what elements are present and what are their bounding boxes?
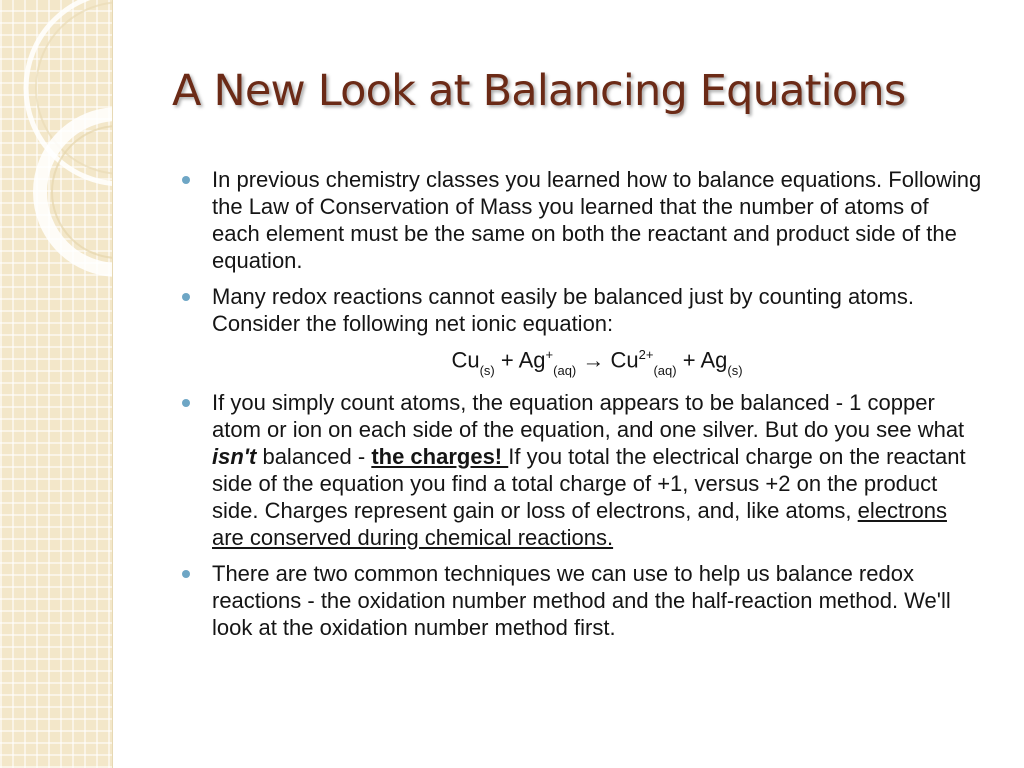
equation-state: (s) bbox=[727, 362, 743, 378]
equation-arrow: → bbox=[576, 347, 611, 373]
equation-state: (aq) bbox=[653, 362, 677, 378]
bullet-text: If you total the electrical charge on the reactant side of the equation you find a total charge of +1, versus +2 on the product side. Charges represent gain or loss of electrons, and, like atoms, bbox=[212, 443, 966, 523]
bullet-item bbox=[182, 560, 982, 641]
emphasis-text: isn't bbox=[212, 443, 257, 469]
decorative-side-band bbox=[0, 0, 113, 768]
underlined-conclusion: electrons are conserved during chemical reactions. bbox=[212, 497, 947, 550]
decorative-rings bbox=[0, 0, 112, 768]
charges-highlight: the charges! bbox=[371, 443, 509, 469]
bullet-dot-icon bbox=[182, 176, 190, 184]
equation-state: (aq) bbox=[553, 362, 577, 378]
equation-charge: 2+ bbox=[638, 347, 654, 362]
bullet-text: Many redox reactions cannot easily be balanced just by counting atoms. Consider the following net ionic equation: bbox=[212, 284, 914, 336]
net-ionic-equation bbox=[182, 339, 982, 385]
bullet-dot-icon bbox=[182, 293, 190, 301]
equation-product-silver: Ag bbox=[700, 347, 728, 373]
bullet-item bbox=[182, 283, 982, 337]
slide-title: A New Look at Balancing Equations bbox=[172, 66, 906, 116]
bullet-item bbox=[182, 166, 982, 274]
equation-state: (s) bbox=[479, 362, 495, 378]
slide-content bbox=[182, 166, 982, 650]
bullet-text: In previous chemistry classes you learned how to balance equations. Following the Law of Conservation of Mass you learned that the number of atoms of each element must be the same on both the reactant and product side of the equation. bbox=[212, 167, 982, 273]
equation-plus: + bbox=[676, 347, 701, 373]
bullet-dot-icon bbox=[182, 570, 190, 578]
bullet-item bbox=[182, 389, 982, 551]
bullet-text: balanced - bbox=[256, 443, 372, 469]
equation-charge: + bbox=[545, 347, 554, 362]
bullet-text: If you simply count atoms, the equation appears to be balanced - 1 copper atom or ion on each side of the equation, and one silver. But do you see what bbox=[212, 389, 965, 442]
equation-plus: + bbox=[494, 347, 519, 373]
equation-product-copper: Cu bbox=[610, 347, 639, 373]
equation-reactant-copper: Cu bbox=[451, 347, 480, 373]
bullet-text: There are two common techniques we can use to help us balance redox reactions - the oxidation number method and the half-reaction method. We'll look at the oxidation number method first. bbox=[212, 560, 951, 640]
bullet-dot-icon bbox=[182, 399, 190, 407]
equation-reactant-silver: Ag bbox=[518, 347, 546, 373]
